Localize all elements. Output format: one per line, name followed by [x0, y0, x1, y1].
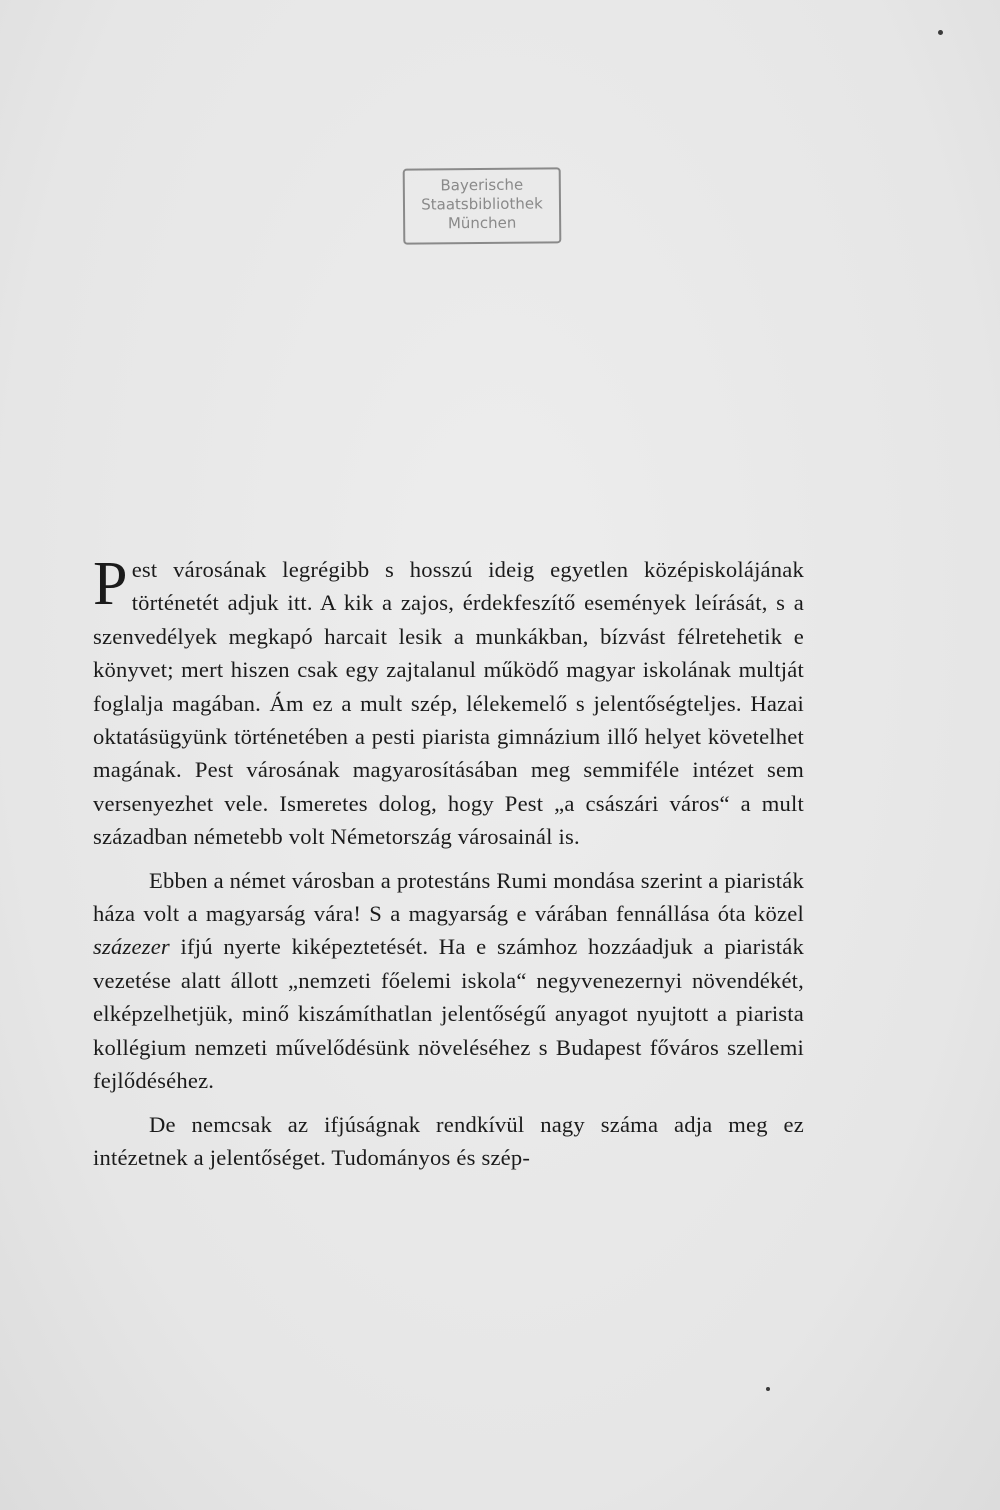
stamp-line-2: Staatsbibliothek — [421, 194, 543, 214]
stamp-line-3: München — [447, 213, 517, 233]
drop-cap: P — [93, 550, 128, 618]
library-stamp — [403, 167, 562, 244]
paragraph-1-text: est városának legrégibb s hosszú ideig egyetlen középiskolájának történetét adjuk itt. A kik a zajos, érdekfeszítő események leírását, s a szenvedélyek megkapó harcait lesik a munkákban, bízvást félretehetik e könyvet; mert hiszen csak egy zajtalanul működő magyar iskolának multját foglalja magában. Ám ez a mult szép, lélekemelő s jelentőségteljes. Hazai oktatásügyünk történetében a pesti piarista gimnázium illő helyet követelhet magának. Pest városának magyarosításában meg semmiféle intézet sem versenyezhet vele. Ismeretes dolog, hogy Pest „a császári város“ a mult században németebb volt Németország városainál is. — [93, 557, 804, 850]
paragraph-1 — [93, 550, 804, 854]
paragraph-3 — [93, 1108, 804, 1175]
paragraph-2 — [93, 864, 804, 1098]
ink-speck — [938, 30, 943, 35]
ink-speck — [766, 1387, 770, 1391]
stamp-line-1: Bayerische — [440, 175, 524, 195]
paragraph-2-text-a: Ebben a német városban a protestáns Rumi mondása szerint a piaristák háza volt a magyarság vára! S a magyarság e várában fennállása óta közel — [93, 867, 804, 927]
body-text — [93, 550, 804, 1174]
paragraph-2-emphasis: százezer — [93, 934, 170, 960]
paragraph-3-text: De nemcsak az ifjúságnak rendkívül nagy száma adja meg ez intézetnek a jelentőséget. Tudományos és szép- — [93, 1111, 804, 1170]
paragraph-2-text-b: ifjú nyerte kiképeztetését. Ha e számhoz hozzáadjuk a piaristák vezetése alatt állott „nemzeti főelemi iskola“ negyvenezernyi növendékét, elképzelhetjük, minő kiszámíthatlan jelentőségű anyagot nyujtott a piarista kollégium nemzeti művelődésünk növeléséhez s Budapest főváros szellemi fejlődéséhez. — [93, 934, 804, 1094]
